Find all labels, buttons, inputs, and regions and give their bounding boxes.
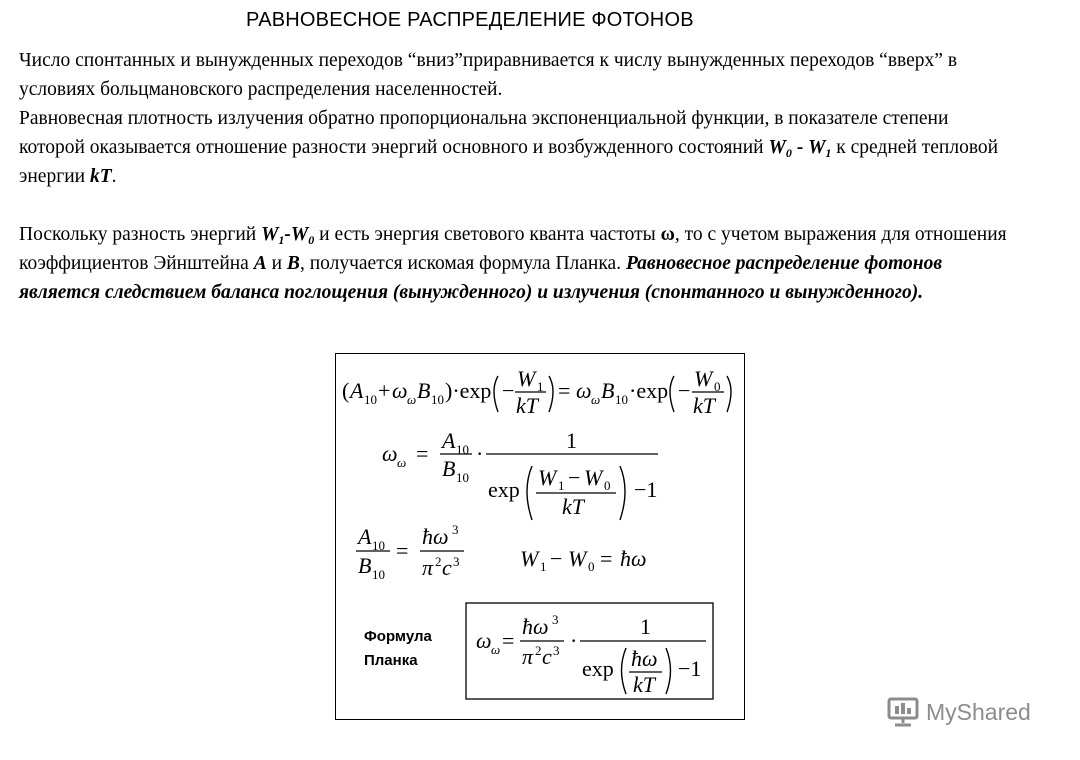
- presentation-icon: [886, 696, 920, 728]
- svg-text:10: 10: [364, 392, 377, 407]
- svg-text:π: π: [522, 644, 534, 669]
- svg-text:·exp: ·exp: [629, 378, 669, 403]
- svg-text:0: 0: [604, 478, 611, 493]
- svg-text:ω: ω: [397, 455, 407, 470]
- svg-text:−: −: [678, 378, 691, 403]
- svg-text:W: W: [517, 366, 536, 391]
- svg-text:W: W: [520, 546, 539, 571]
- svg-text:=: =: [600, 546, 613, 571]
- svg-text:−1: −1: [634, 477, 658, 502]
- svg-text:kT: kT: [516, 393, 538, 418]
- svg-text:10: 10: [372, 538, 385, 553]
- svg-text:ħω: ħω: [620, 546, 647, 571]
- svg-text:A: A: [442, 428, 456, 453]
- watermark: [886, 696, 1031, 728]
- svg-text:exp: exp: [488, 477, 520, 502]
- energy-quantum: [520, 546, 647, 574]
- svg-text:2: 2: [535, 643, 542, 658]
- svg-text:ω: ω: [576, 378, 592, 403]
- paragraph-transitions: Число спонтанных и вынужденных переходов “вниз”приравнивается к числу вынужденных переходов “вверх” в условиях больцмановского распределения населенностей.: [19, 50, 958, 100]
- svg-text:A: A: [358, 524, 372, 549]
- svg-text:3: 3: [453, 554, 460, 569]
- svg-text:ω: ω: [491, 642, 501, 657]
- svg-text:2: 2: [435, 554, 442, 569]
- svg-text:0: 0: [714, 379, 721, 394]
- svg-text:ω: ω: [392, 378, 408, 403]
- svg-text:(: (: [342, 378, 350, 403]
- svg-text:1: 1: [540, 559, 547, 574]
- planck-label-line2: Планка: [364, 652, 418, 669]
- svg-text:=: =: [416, 441, 429, 466]
- svg-text:π: π: [422, 555, 434, 580]
- svg-text:kT: kT: [693, 393, 715, 418]
- omega-equation: [382, 428, 658, 520]
- svg-text:B: B: [417, 378, 431, 403]
- svg-text:ω: ω: [591, 392, 601, 407]
- svg-text:ħω: ħω: [522, 614, 549, 639]
- svg-text:c: c: [542, 644, 552, 669]
- svg-text:·: ·: [476, 441, 484, 466]
- svg-text:3: 3: [552, 612, 559, 627]
- svg-text:=: =: [396, 538, 409, 563]
- svg-text:10: 10: [456, 442, 469, 457]
- svg-text:A: A: [350, 378, 364, 403]
- svg-text:B: B: [442, 456, 456, 481]
- svg-text:0: 0: [588, 559, 595, 574]
- paragraph-planck: Поскольку разность энергий $W_1-W_0$ и есть энергия светового кванта частоты ω, то с учетом выражения для отношения коэффициентов Эйнштейна A и B, получается искомая формула Планка. Равновесное распределение фотонов является следствием баланса поглощения (вынужденного) и излучения (спонтанного и вынужденного).: [19, 224, 1007, 303]
- svg-text:10: 10: [431, 392, 444, 407]
- planck-formula-box: [466, 603, 713, 699]
- svg-text:ħω: ħω: [422, 524, 449, 549]
- svg-text:W: W: [568, 546, 587, 571]
- svg-text:10: 10: [615, 392, 628, 407]
- svg-text:−1: −1: [678, 656, 702, 681]
- svg-text:3: 3: [553, 643, 560, 658]
- svg-text:ω: ω: [407, 392, 417, 407]
- svg-text:kT: kT: [633, 672, 655, 697]
- formula-figure: [335, 353, 745, 720]
- svg-text:·: ·: [570, 628, 578, 653]
- svg-text:−: −: [502, 378, 515, 403]
- svg-text:1: 1: [558, 478, 565, 493]
- svg-text:1: 1: [537, 379, 544, 394]
- svg-text:c: c: [442, 555, 452, 580]
- svg-text:B: B: [601, 378, 615, 403]
- svg-text:exp: exp: [582, 656, 614, 681]
- svg-text:1: 1: [640, 614, 651, 639]
- svg-text:=: =: [558, 378, 571, 403]
- einstein-ratio: [356, 522, 464, 582]
- formula-drawing: [336, 354, 744, 719]
- svg-text:ω: ω: [476, 628, 492, 653]
- svg-text:W: W: [694, 366, 713, 391]
- watermark-text: MyShared: [926, 698, 1031, 725]
- svg-text:kT: kT: [562, 494, 584, 519]
- paragraph-density: Равновесная плотность излучения обратно пропорциональна экспоненциальной функции, в показателе степени которой оказывается отношение разности энергий основного и возбужденного состояний $W_0 - W_1$ к средней тепловой энергии kT.: [19, 108, 999, 187]
- svg-text:ħω: ħω: [631, 646, 658, 671]
- svg-text:1: 1: [566, 428, 577, 453]
- svg-text:3: 3: [452, 522, 459, 537]
- svg-text:W: W: [538, 465, 557, 490]
- svg-text:−: −: [568, 465, 581, 490]
- svg-text:)·exp: )·exp: [445, 378, 492, 403]
- svg-text:10: 10: [372, 567, 385, 582]
- planck-label-line1: Формула: [364, 628, 432, 645]
- page-title: РАВНОВЕСНОЕ РАСПРЕДЕЛЕНИЕ ФОТОНОВ: [246, 9, 694, 31]
- svg-text:B: B: [358, 553, 372, 578]
- svg-text:10: 10: [456, 470, 469, 485]
- svg-text:+: +: [378, 378, 391, 403]
- balance-equation: [342, 366, 731, 418]
- svg-text:=: =: [502, 628, 515, 653]
- svg-text:−: −: [550, 546, 563, 571]
- svg-text:W: W: [584, 465, 603, 490]
- svg-text:ω: ω: [382, 441, 398, 466]
